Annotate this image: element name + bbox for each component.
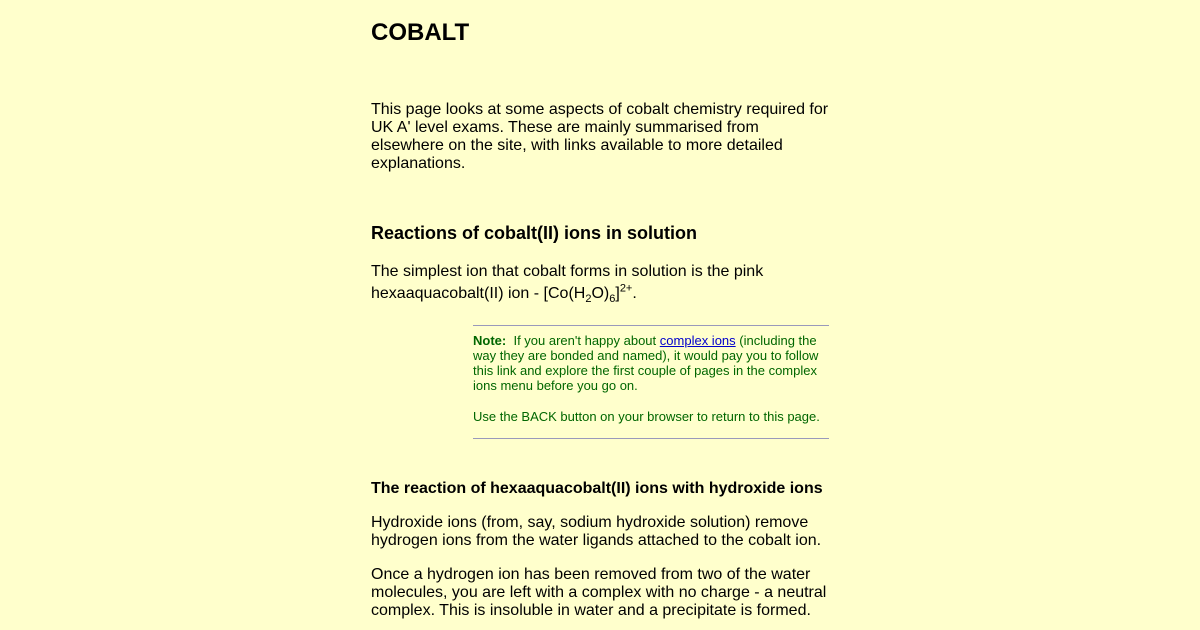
subheading: The reaction of hexaaquacobalt(II) ions with hydroxide ions: [371, 480, 823, 497]
ion-formula-close: ]: [615, 285, 620, 302]
ion-paragraph: [371, 261, 831, 305]
ion-paragraph-text: The simplest ion that cobalt forms in solution is the pink hexaaquacobalt(II) ion - [Co(H: [371, 263, 764, 302]
page-title: COBALT: [371, 19, 470, 46]
complex-ions-link[interactable]: complex ions: [659, 333, 736, 348]
hydroxide-paragraph: Hydroxide ions (from, say, sodium hydroxide solution) remove hydrogen ions from the water ligands attached to the cobalt ion.: [371, 514, 822, 549]
subscript-2: 2: [585, 293, 592, 306]
note-label: Note:: [473, 333, 507, 348]
neutral-complex-paragraph: Once a hydrogen ion has been removed from two of the water molecules, you are left with a complex with no charge - a neutral complex. This is insoluble in water and a precipitate is formed.: [371, 566, 827, 619]
note-back-text: Use the BACK button on your browser to return to this page.: [473, 409, 820, 424]
note-box: [473, 325, 829, 439]
ion-formula-mid: O): [591, 285, 610, 302]
section-heading: Reactions of cobalt(II) ions in solution: [371, 223, 698, 243]
intro-paragraph: This page looks at some aspects of cobalt chemistry required for UK A' level exams. These are mainly summarised from elsewhere on the site, with links available to more detailed explanations.: [371, 101, 829, 172]
note-paragraph: [473, 333, 829, 393]
note-gap: [473, 393, 829, 409]
subscript-6: 6: [609, 293, 616, 306]
superscript-charge: 2+: [619, 282, 633, 295]
note-text-before-link: If you aren't happy about: [513, 333, 657, 348]
ion-formula-end: .: [632, 285, 637, 302]
note-text-after-link: (including the way they are bonded and named), it would pay you to follow this link and explore the first couple of pages in the complex ions menu before you go on.: [473, 333, 819, 393]
